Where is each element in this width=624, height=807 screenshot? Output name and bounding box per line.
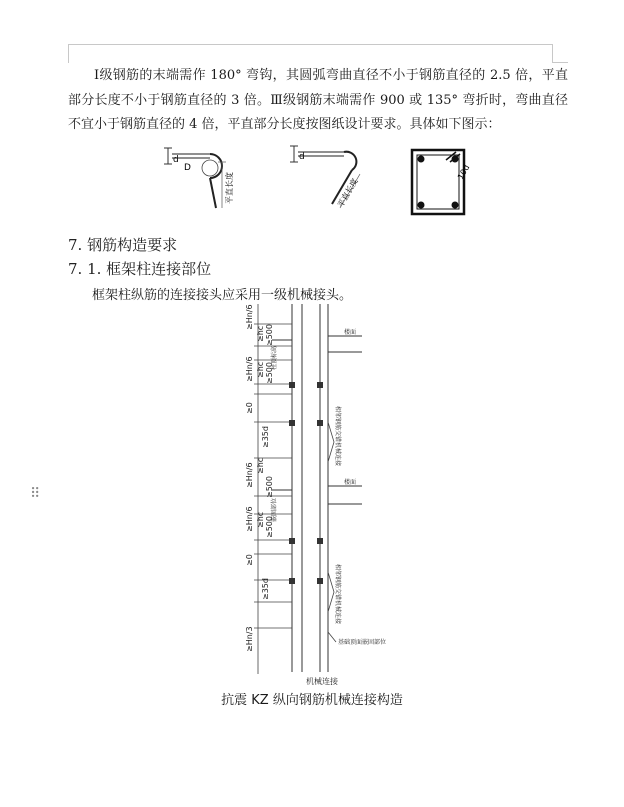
figure-caption: 抗震 KZ 纵向钢筋机械连接构造 <box>221 693 403 708</box>
dim-hc-3: ≥hc <box>256 457 265 474</box>
dim-500-2: ≥500 <box>265 362 274 384</box>
note-foundation: 基础顶面嵌固部位 <box>338 639 387 646</box>
page-corner-mark <box>68 44 553 63</box>
dim-hn6-4: ≥Hn/6 <box>245 506 254 532</box>
note-floor-middle: 楼面 <box>344 479 357 486</box>
dim-500-3: ≥500 <box>265 476 274 498</box>
page-corner-mark <box>552 62 568 63</box>
note-staggered-bottom: 相邻钢筋交错机械连接 <box>334 564 341 625</box>
hook-length-label: 10d <box>455 163 472 181</box>
dim-500-4: ≥500 <box>265 516 274 538</box>
bend-diameter-label: D <box>184 163 191 173</box>
stirrup-section-diagram <box>410 148 490 218</box>
page-corner-mark <box>552 44 553 62</box>
mechanical-connection-label: 机械连接 <box>306 677 338 686</box>
dim-500-top: ≥500 <box>265 324 274 346</box>
column-connection-drawing <box>232 302 392 686</box>
section-7-heading: 7. 钢筋构造要求 <box>68 236 178 254</box>
dim-hc-2: ≥hc <box>256 361 265 378</box>
dim-0-bottom: ≥0 <box>245 554 254 566</box>
drag-handle-icon[interactable]: ⠿ <box>30 486 41 502</box>
straight-length-label: 平直长度 <box>225 172 234 204</box>
straight-length-label: 平直长度 <box>335 176 360 209</box>
hook-135-diagram <box>288 142 378 212</box>
note-embedded: 嵌固部位 <box>271 497 278 522</box>
note-column-top: 柱顶标高 <box>271 345 278 370</box>
body-paragraph <box>68 64 568 138</box>
dim-hn3: ≥Hn/3 <box>245 626 254 652</box>
dim-hn6-top: ≥Hn/6 <box>245 304 254 330</box>
section-7-1-body: 框架柱纵筋的连接接头应采用一级机械接头。 <box>92 288 353 303</box>
note-staggered-top: 相邻钢筋交错机械连接 <box>334 406 341 467</box>
hook-requirement-text: Ⅰ级钢筋的末端需作 180° 弯钩，其圆弧弯曲直径不小于钢筋直径的 2.5 倍，平直部分长度不小于钢筋直径的 3 倍。Ⅲ级钢筋末端需作 900 或 135° 弯折时，弯曲直径不宜小于钢筋直径的 4 倍，平直部分长度按图纸设计要求。具体如下图示： <box>68 68 568 132</box>
note-floor-top: 楼面 <box>344 329 357 336</box>
section-7-1-heading: 7. 1. 框架柱连接部位 <box>68 260 212 278</box>
dim-hc-4: ≥hc <box>256 511 265 528</box>
dim-35d-bottom: ≥35d <box>261 578 270 600</box>
dim-hn6-2: ≥Hn/6 <box>245 356 254 382</box>
bar-diameter-label: d <box>173 155 179 165</box>
dim-35d-top: ≥35d <box>261 426 270 448</box>
hook-180-diagram <box>160 142 250 212</box>
bar-diameter-label: d <box>299 152 305 162</box>
dim-hc-top: ≥hc <box>256 325 265 342</box>
dim-hn6-3: ≥Hn/6 <box>245 462 254 488</box>
dim-0-top: ≥0 <box>245 402 254 414</box>
